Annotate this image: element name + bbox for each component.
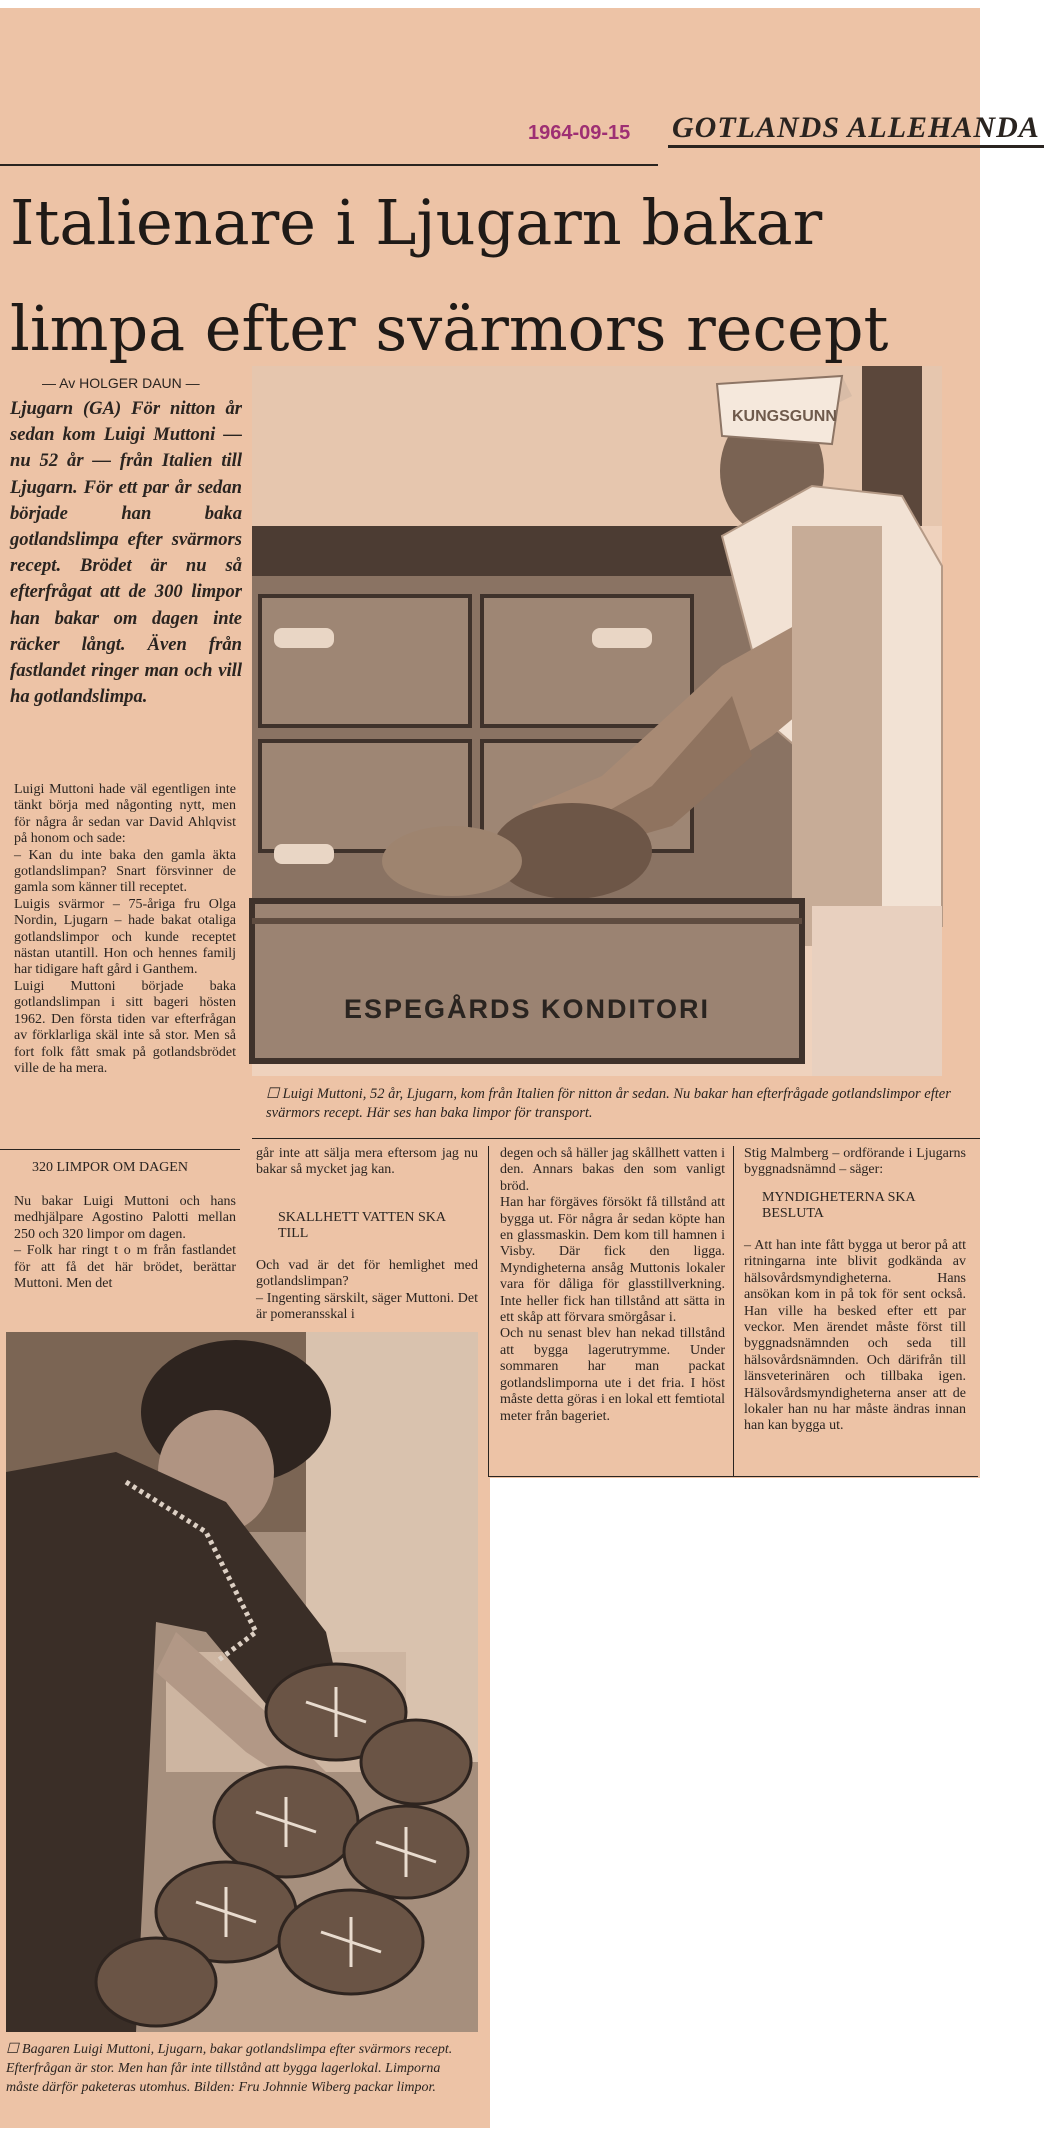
- column-divider: [733, 1146, 734, 1476]
- column-divider: [488, 1146, 489, 1476]
- article-ingress: Ljugarn (GA) För nitton år sedan kom Luigi Muttoni — nu 52 år — från Italien till Ljugarn. För ett par år sedan började han baka gotlandslimpa efter svärmors recept. Brödet är nu så efterfrågat att de 300 limpor han bakar om dagen inte räcker långt. Även från fastlandet ringer man och vill ha gotlandslimpa.: [10, 398, 242, 708]
- paragraph: – Ingenting särskilt, säger Muttoni. Det är pomeransskal i: [256, 1290, 478, 1323]
- paragraph: Stig Malmberg – ordförande i Ljugarns byggnadsnämnd – säger:: [744, 1146, 966, 1178]
- subheading-skallhett-vatten: SKALLHETT VATTEN SKA TILL: [278, 1210, 446, 1242]
- clipping-date: 1964-09-15: [528, 122, 631, 144]
- article-column-3: [500, 1146, 725, 1425]
- article-column-4: [744, 1146, 966, 1179]
- paragraph: – Att han inte fått bygga ut beror på att ritningarna inte blivit godkända av hälsovårdsmyndigheterna. Hans ansökan kom in på tok för sent också. Han ville ha besked efter ett par veckor. Men ärendet måste först till byggnadsnämnden och seda till hälsovårdsnämnden. Och därifrån till länsveterinären och tillbaka igen. Hälsovårdsmyndigheterna anser att de lokaler han nu har måste ändras innan han kan bygga ut.: [744, 1238, 966, 1434]
- photo-2-caption: ☐ Bagaren Luigi Muttoni, Ljugarn, bakar gotlandslimpa efter svärmors recept. Efterfrågan är stor. Men han får inte tillstånd att bygga lagerlokal. Limporna måste därför paketeras utomhus. Bilden: Fru Johnnie Wiberg packar limpor.: [6, 2042, 453, 2095]
- paragraph: – Folk har ringt t o m från fastlandet för att få det här brödet, berättar Muttoni. Men det: [14, 1243, 236, 1292]
- paragraph: Luigi Muttoni började baka gotlandslimpan i sitt bageri hösten 1962. Den första tiden var efterfrågan av förklarliga skäl inte så stor. Men så fort folk fått smak på gotlandsbrödet ville de ha mera.: [14, 978, 236, 1076]
- paragraph: Han har förgäves försökt få tillstånd att bygga ut. För några år sedan köpte han en glassmaskin. Dem kom till hamnen i Visby. Där fick den ligga. Myndigheterna ansåg Muttonis lokaler vara för dåliga för glasstillverkning. Inte heller fick han tillstånd att sätta in ett skåp att förvara smörgåsar i.: [500, 1195, 725, 1326]
- paragraph: Och nu senast blev han nekad tillstånd att bygga lagerutrymme. Under sommaren har man packat gotlandslimporna ute i det fria. I höst måste detta göras i en lokal ett femtiotal meter från bageriet.: [500, 1326, 725, 1424]
- paragraph: Nu bakar Luigi Muttoni och hans medhjälpare Agostino Palotti mellan 250 och 320 limpor om dagen.: [14, 1194, 236, 1242]
- photo-cap-text: KUNGSGUNN: [732, 408, 837, 425]
- article-column-2-continued: [256, 1258, 478, 1324]
- headline-line-2: limpa efter svärmors recept: [10, 292, 889, 365]
- photo-1-caption: ☐ Luigi Muttoni, 52 år, Ljugarn, kom från Italien för nitton år sedan. Nu bakar han efterfrågade gotlandslimpor efter svärmors recept. Här ses han baka limpor för transport.: [266, 1086, 951, 1121]
- paragraph: Luigis svärmor – 75-åriga fru Olga Nordin, Ljugarn – hade bakat otaliga gotlandslimpor och kunde receptet nästan utantill. Hon och hennes familj har tidigare haft gård i Ganthem.: [14, 896, 236, 978]
- caption-rule: [252, 1138, 980, 1139]
- newspaper-masthead: GOTLANDS ALLEHANDA: [668, 111, 1044, 148]
- photo-woman-packing-bread: [6, 1332, 478, 2032]
- paragraph: Och vad är det för hemlighet med gotlandslimpan?: [256, 1258, 478, 1290]
- article-column-1: [14, 782, 236, 1077]
- byline: — Av HOLGER DAUN —: [42, 375, 200, 391]
- column-rule: [0, 1149, 240, 1150]
- paragraph: – Kan du inte baka den gamla äkta gotlandslimpan? Snart försvinner de gamla som känner till receptet.: [14, 847, 236, 896]
- photo-baker-image: [252, 366, 942, 1076]
- subheading-320-limpor: 320 LIMPOR OM DAGEN: [32, 1160, 188, 1175]
- article-column-4-continued: [744, 1238, 966, 1435]
- photo-baker-bread-box: [252, 366, 942, 1076]
- photo-box-text: ESPEGÅRDS KONDITORI: [344, 994, 711, 1024]
- paragraph: går inte att sälja mera eftersom jag nu bakar så mycket jag kan.: [256, 1146, 478, 1178]
- paragraph: Luigi Muttoni hade väl egentligen inte tänkt börja med någonting nytt, men för några år sedan var David Ahlqvist på honom och sade:: [14, 782, 236, 847]
- paragraph: degen och så häller jag skållhett vatten i den. Annars bakas den som vanligt bröd.: [500, 1146, 725, 1194]
- article-column-2: [256, 1146, 478, 1179]
- headline-line-1: Italienare i Ljugarn bakar: [10, 186, 823, 259]
- bottom-rule: [488, 1476, 978, 1477]
- subheading-myndigheterna: MYNDIGHETERNA SKA BESLUTA: [762, 1190, 915, 1222]
- masthead-rule: [0, 164, 658, 166]
- article-column-1-continued: [14, 1194, 236, 1292]
- photo-woman-image: [6, 1332, 478, 2032]
